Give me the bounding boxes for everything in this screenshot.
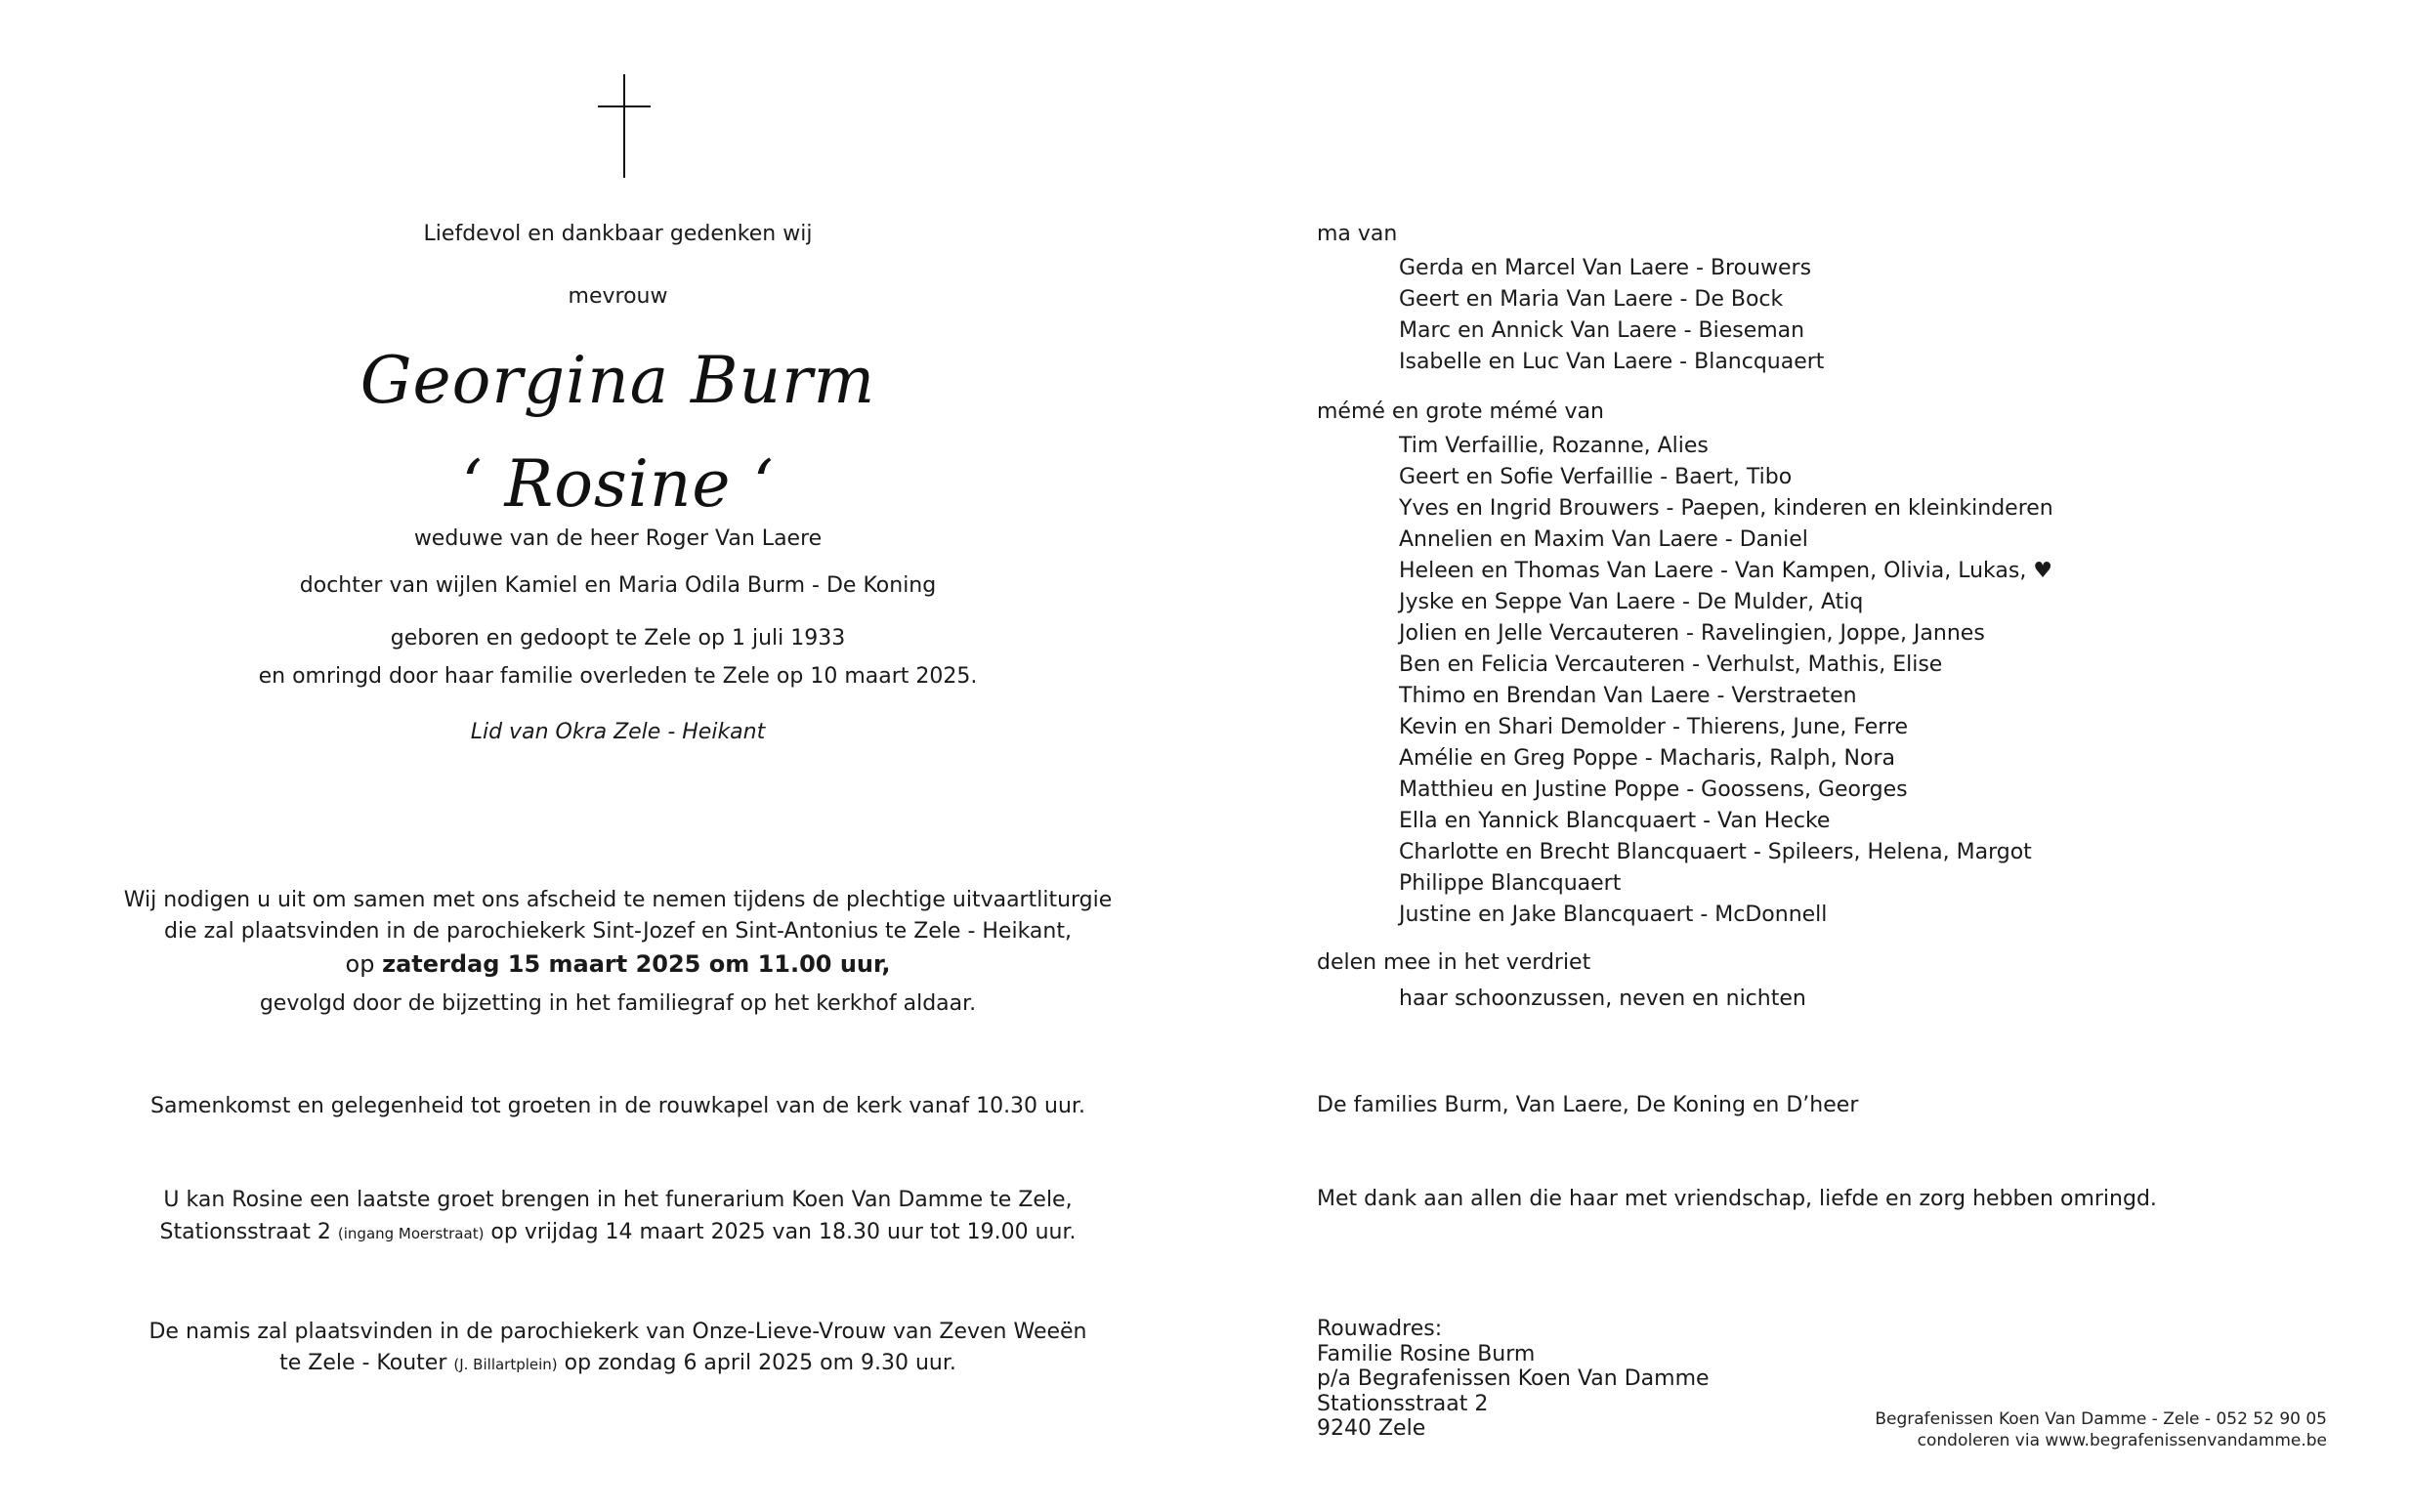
funeral-home-line-2 <box>0 1217 1236 1249</box>
meme-item: Kevin en Shari Demolder - Thierens, June, Ferre <box>1399 715 1909 739</box>
funeral-home-line-1: U kan Rosine een laatste groet brengen in het funerarium Koen Van Damme te Zele, <box>163 1188 1073 1212</box>
footer-contact: Begrafenissen Koen Van Damme - Zele - 052 52 90 05 <box>1875 1409 2327 1429</box>
daughter-text: dochter van wijlen Kamiel en Maria Odila Burm - De Koning <box>299 573 937 598</box>
meme-item: Jolien en Jelle Vercauteren - Ravelingien, Joppe, Jannes <box>1399 621 1985 646</box>
meme-item: Ella en Yannick Blancquaert - Van Hecke <box>1399 809 1831 833</box>
funeral-home-time: op vrijdag 14 maart 2025 van 18.30 uur tot 19.00 uur. <box>484 1220 1077 1244</box>
death-text: en omringd door haar familie overleden te Zele op 10 maart 2025. <box>258 664 978 689</box>
ma-van-item: Marc en Annick Van Laere - Bieseman <box>1399 318 1805 343</box>
address-line-3: Stationsstraat 2 <box>1317 1392 1489 1416</box>
sorrow-label: delen mee in het verdriet <box>1317 950 1591 975</box>
namis-place-note: (J. Billartplein) <box>453 1356 558 1373</box>
invite-line-4: gevolgd door de bijzetting in het familiegraf op het kerkhof aldaar. <box>259 991 977 1016</box>
cross-horizontal-bar <box>598 105 651 107</box>
widow-text: weduwe van de heer Roger Van Laere <box>413 526 823 551</box>
sorrow-text: haar schoonzussen, neven en nichten <box>1399 987 1806 1011</box>
birth-text: geboren en gedoopt te Zele op 1 juli 1933 <box>390 626 846 651</box>
meme-item: Heleen en Thomas Van Laere - Van Kampen, Olivia, Lukas, ♥ <box>1399 559 2053 583</box>
meme-item: Geert en Sofie Verfaillie - Baert, Tibo <box>1399 465 1793 489</box>
invite-line-2: die zal plaatsvinden in de parochiekerk Sint-Jozef en Sint-Antonius te Zele - Heikant, <box>164 919 1072 944</box>
gathering-text: Samenkomst en gelegenheid tot groeten in de rouwkapel van de kerk vanaf 10.30 uur. <box>150 1094 1085 1118</box>
deceased-name: Georgina Burm <box>359 343 876 418</box>
address-line-2: p/a Begrafenissen Koen Van Damme <box>1317 1366 1710 1391</box>
meme-item: Ben en Felicia Vercauteren - Verhulst, Mathis, Elise <box>1399 652 1943 677</box>
ma-van-label: ma van <box>1317 222 1398 246</box>
thanks-text: Met dank aan allen die haar met vriendschap, liefde en zorg hebben omringd. <box>1317 1187 2157 1211</box>
namis-place: te Zele - Kouter <box>279 1351 454 1375</box>
meme-item: Matthieu en Justine Poppe - Goossens, Georges <box>1399 777 1908 802</box>
deceased-nickname: ‘ Rosine ‘ <box>461 446 775 522</box>
intro-text: Liefdevol en dankbaar gedenken wij <box>423 222 813 246</box>
meme-label: mémé en grote mémé van <box>1317 399 1604 424</box>
address-line-1: Familie Rosine Burm <box>1317 1342 1536 1366</box>
meme-item: Thimo en Brendan Van Laere - Verstraeten <box>1399 684 1857 708</box>
membership-text: Lid van Okra Zele - Heikant <box>470 720 766 744</box>
namis-line-2 <box>0 1348 1236 1380</box>
meme-item: Tim Verfaillie, Rozanne, Alies <box>1399 434 1709 458</box>
cross-vertical-bar <box>623 74 625 178</box>
meme-item: Jyske en Seppe Van Laere - De Mulder, Atiq <box>1399 590 1864 614</box>
meme-item: Yves en Ingrid Brouwers - Paepen, kinderen en kleinkinderen <box>1399 496 2053 521</box>
meme-item: Philippe Blancquaert <box>1399 871 1622 896</box>
footer <box>1875 1408 2327 1451</box>
address-line-4: 9240 Zele <box>1317 1416 1426 1441</box>
namis-time: op zondag 6 april 2025 om 9.30 uur. <box>557 1351 956 1375</box>
meme-item: Charlotte en Brecht Blancquaert - Spileers, Helena, Margot <box>1399 840 2032 864</box>
footer-website[interactable]: condoleren via www.begrafenissenvandamme.be <box>1917 1431 2327 1450</box>
title-text: mevrouw <box>568 284 668 309</box>
funeral-home-entrance-note: (ingang Moerstraat) <box>337 1225 485 1242</box>
funeral-home-street: Stationsstraat 2 <box>159 1220 338 1244</box>
invite-date-line <box>0 948 1236 980</box>
meme-item: Annelien en Maxim Van Laere - Daniel <box>1399 527 1808 552</box>
invite-line-1: Wij nodigen u uit om samen met ons afscheid te nemen tijdens de plechtige uitvaartliturgie <box>123 888 1113 912</box>
ma-van-item: Geert en Maria Van Laere - De Bock <box>1399 287 1784 312</box>
ma-van-item: Gerda en Marcel Van Laere - Brouwers <box>1399 256 1812 280</box>
invite-date: zaterdag 15 maart 2025 om 11.00 uur, <box>382 950 891 978</box>
invite-date-prefix: op <box>345 950 383 978</box>
meme-item: Amélie en Greg Poppe - Macharis, Ralph, Nora <box>1399 746 1895 771</box>
families-text: De families Burm, Van Laere, De Koning en D’heer <box>1317 1093 1859 1117</box>
ma-van-item: Isabelle en Luc Van Laere - Blancquaert <box>1399 350 1825 374</box>
namis-line-1: De namis zal plaatsvinden in de parochiekerk van Onze-Lieve-Vrouw van Zeven Weeën <box>148 1320 1087 1344</box>
address-label: Rouwadres: <box>1317 1317 1443 1341</box>
meme-item: Justine en Jake Blancquaert - McDonnell <box>1399 903 1828 927</box>
